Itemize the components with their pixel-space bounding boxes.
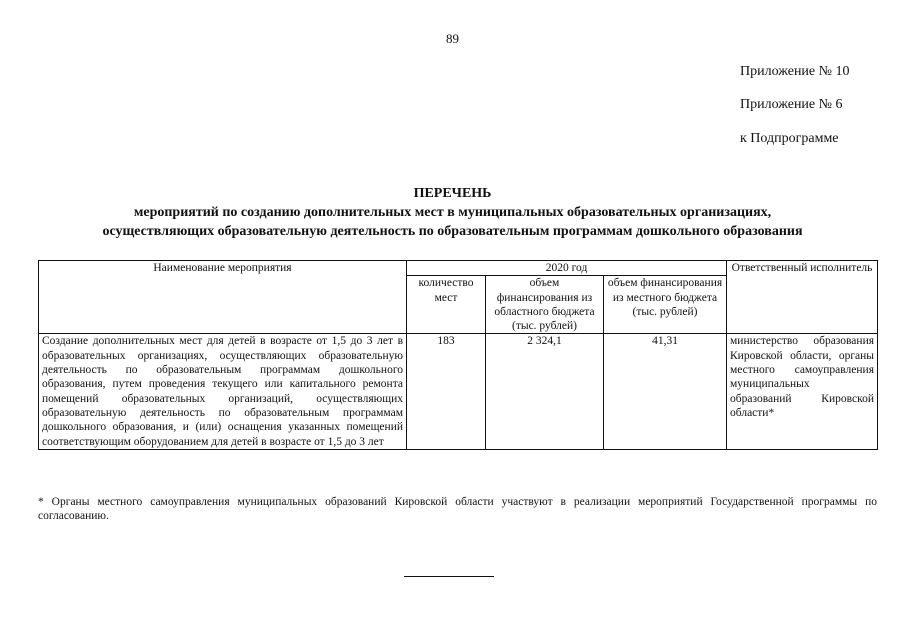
title-heading: ПЕРЕЧЕНЬ (413, 186, 492, 201)
title-line-2: осуществляющих образовательную деятельность по образовательным программам дошкольного образования (102, 224, 803, 239)
separator-line (404, 576, 494, 577)
cell-local-budget: 41,31 (604, 334, 727, 449)
cell-places: 183 (407, 334, 486, 449)
appendix-line-1: Приложение № 10 (740, 64, 850, 79)
header-local-budget: объем финансирования из местного бюджета (тыс. рублей) (604, 276, 727, 334)
cell-measure-name: Создание дополнительных мест для детей в возрасте от 1,5 до 3 лет в образовательных организациях, осуществляющих образовательную деятельность по образовательным программам дошкольного образования, путем проведения текущего или капитального ремонта помещений образовательных организаций, осуществляющих образовательную деятельность по образовательным программам дошкольного образования, и (или) оснащения указанных помещений соответствующим оборудованием для детей в возрасте от 1,5 до 3 лет (39, 334, 407, 449)
cell-regional-budget: 2 324,1 (486, 334, 604, 449)
cell-executor: министерство образования Кировской области, органы местного самоуправления муниципальных образований Кировской области* (727, 334, 878, 449)
appendix-line-2: Приложение № 6 (740, 97, 843, 112)
header-year: 2020 год (407, 261, 727, 276)
footnote: * Органы местного самоуправления муниципальных образований Кировской области участвуют в реализации мероприятий Государственной программы по согласованию. (38, 496, 877, 523)
measures-table (38, 260, 878, 450)
header-places: количество мест (407, 276, 486, 334)
table-header-row (39, 261, 878, 276)
title-line-1: мероприятий по созданию дополнительных мест в муниципальных образовательных организациях, (133, 205, 772, 220)
header-executor: Ответственный исполнитель (727, 261, 878, 334)
table-row (39, 334, 878, 449)
header-regional-budget: объем финансирования из областного бюджета (тыс. рублей) (486, 276, 604, 334)
header-name: Наименование мероприятия (39, 261, 407, 334)
page-number: 89 (446, 31, 459, 46)
appendix-line-3: к Подпрограмме (740, 131, 839, 146)
